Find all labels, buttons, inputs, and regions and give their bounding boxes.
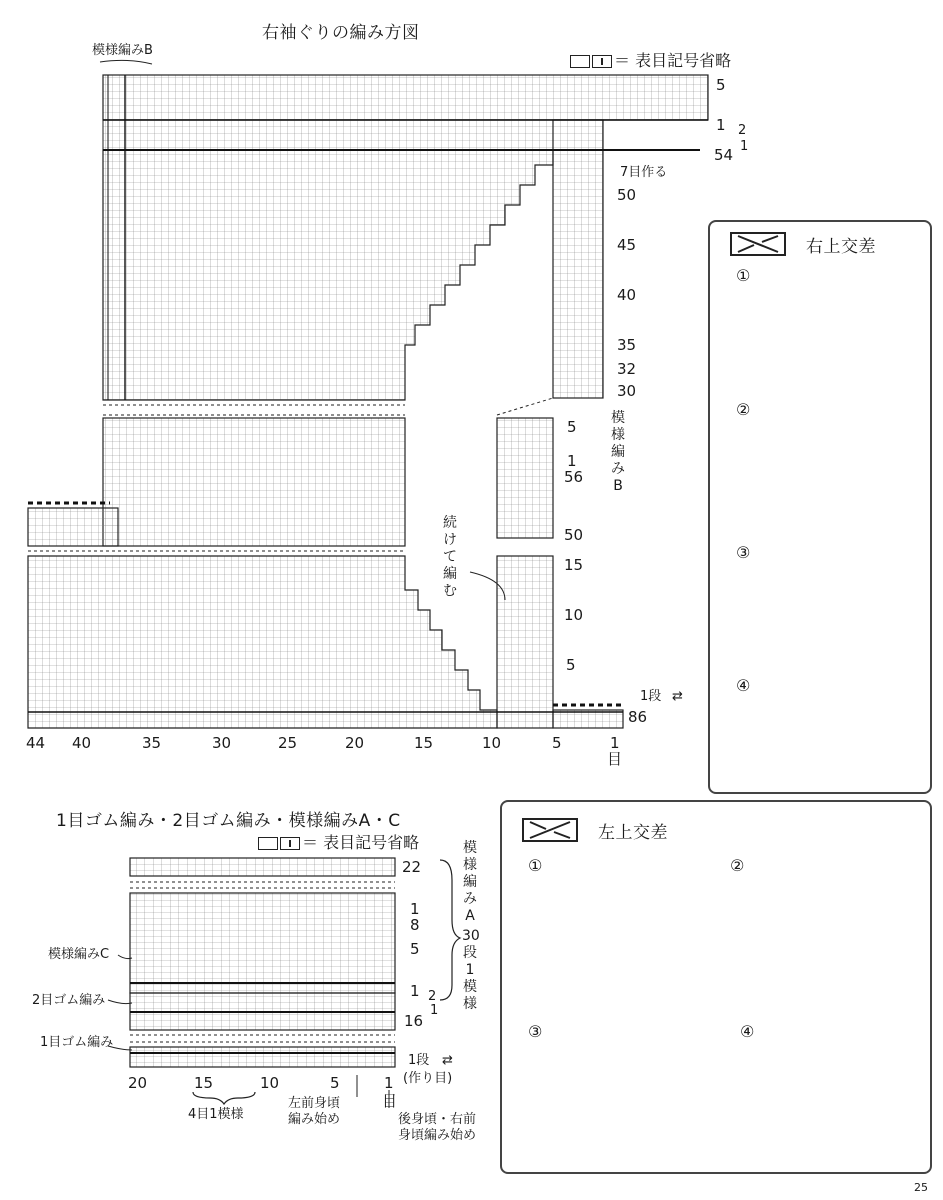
row-label: 56 (564, 468, 584, 486)
step-number: ② (736, 400, 751, 419)
row-label: 40 (617, 286, 637, 304)
step-number: ④ (736, 676, 751, 695)
back-front-start-label: 後身頃・右前身頃編み始め (398, 1112, 477, 1143)
row-label: 30 (617, 382, 637, 400)
row-label: 1 (410, 900, 420, 918)
left-cross-panel (500, 800, 932, 1174)
row-label: 16 (404, 1012, 424, 1030)
step-number: ② (730, 856, 745, 875)
cast-on-note: (作り目) (403, 1071, 453, 1086)
row-label: 5 (410, 940, 420, 958)
x-tick: 20 (128, 1074, 148, 1092)
row-label: 35 (617, 336, 637, 354)
x-tick: 15 (414, 734, 434, 752)
x-unit: 目 (382, 1092, 398, 1110)
row-one-label: 1段 (640, 689, 662, 704)
right-cross-title: 右上交差 (806, 237, 876, 257)
left-cross-title: 左上交差 (598, 823, 668, 843)
row-label: 1 (567, 452, 577, 470)
page-number: 25 (914, 1181, 928, 1194)
blank-square-icon (258, 837, 278, 850)
x-tick: 5 (330, 1074, 340, 1092)
row-86-label: 86 (628, 708, 648, 726)
x-tick: 10 (482, 734, 502, 752)
left-cross-symbol-icon (522, 818, 578, 842)
row-label: 45 (617, 236, 637, 254)
x-tick: 15 (194, 1074, 214, 1092)
rib-chart-title: 1目ゴム編み・2目ゴム編み・模様編みA・C (56, 811, 401, 831)
x-tick: 1 (610, 734, 620, 752)
row-label: 1 (410, 982, 420, 1000)
repeat-label: 4目1模様 (188, 1107, 244, 1122)
symbol-key: ＝ 表目記号省略 (570, 48, 731, 71)
row-label: 5 (567, 418, 577, 436)
row-label: 1段 (408, 1053, 430, 1068)
row-label: 8 (410, 916, 420, 934)
row-label: 50 (617, 186, 637, 204)
row-label: 15 (564, 556, 584, 574)
direction-arrows-icon: ⇄ (672, 689, 683, 704)
sleeve-chart-title: 右袖ぐりの編み方図 (262, 23, 420, 43)
one-rib-label: 1目ゴム編み (40, 1035, 114, 1050)
x-tick: 30 (212, 734, 232, 752)
row-label: 32 (617, 360, 637, 378)
row-label: 10 (564, 606, 584, 624)
continue-knitting-label: 続けて編む (443, 515, 457, 599)
row-label: 22 (402, 858, 422, 876)
knit-symbol-icon (592, 55, 612, 68)
x-tick: 35 (142, 734, 162, 752)
step-number: ① (736, 266, 751, 285)
row-label: 2 (428, 989, 437, 1004)
knit-symbol-icon (280, 837, 300, 850)
x-tick: 10 (260, 1074, 280, 1092)
x-tick: 40 (72, 734, 92, 752)
right-cross-symbol-icon (730, 232, 786, 256)
blank-square-icon (570, 55, 590, 68)
lower-grid-block (28, 556, 623, 728)
step-number: ① (528, 856, 543, 875)
left-front-start-label: 左前身頃編み始め (288, 1096, 341, 1127)
row-label: 2 (738, 123, 747, 138)
pattern-b-vertical-label: 模様編みB (611, 410, 625, 494)
x-tick: 20 (345, 734, 365, 752)
step-number: ④ (740, 1022, 755, 1041)
two-rib-label: 2目ゴム編み (32, 993, 106, 1008)
row-label: 1 (740, 139, 749, 154)
pattern-b-label: 模様編みB (92, 43, 153, 58)
step-number: ③ (736, 543, 751, 562)
row-label: 5 (716, 76, 726, 94)
row-label: 1 (716, 116, 726, 134)
x-tick: 44 (26, 734, 46, 752)
right-cross-panel (708, 220, 932, 794)
symbol-key: ＝ 表目記号省略 (258, 830, 419, 853)
x-tick: 25 (278, 734, 298, 752)
cast-on-label: 7目作る (620, 165, 668, 180)
step-number: ③ (528, 1022, 543, 1041)
pattern-c-label: 模様編みC (48, 947, 110, 962)
x-unit: 目 (607, 750, 623, 768)
middle-grid-block (28, 418, 553, 546)
x-tick: 5 (552, 734, 562, 752)
pattern-a-vertical-label: 模様編みA (463, 840, 477, 924)
row-label: 50 (564, 526, 584, 544)
repeat-vertical-label: 30段1模様 (462, 928, 480, 1012)
direction-arrows-icon: ⇄ (442, 1053, 453, 1068)
x-tick: 1 (384, 1074, 394, 1092)
row-label: 1 (430, 1003, 439, 1018)
row-label: 5 (566, 656, 576, 674)
row-label: 54 (714, 146, 734, 164)
